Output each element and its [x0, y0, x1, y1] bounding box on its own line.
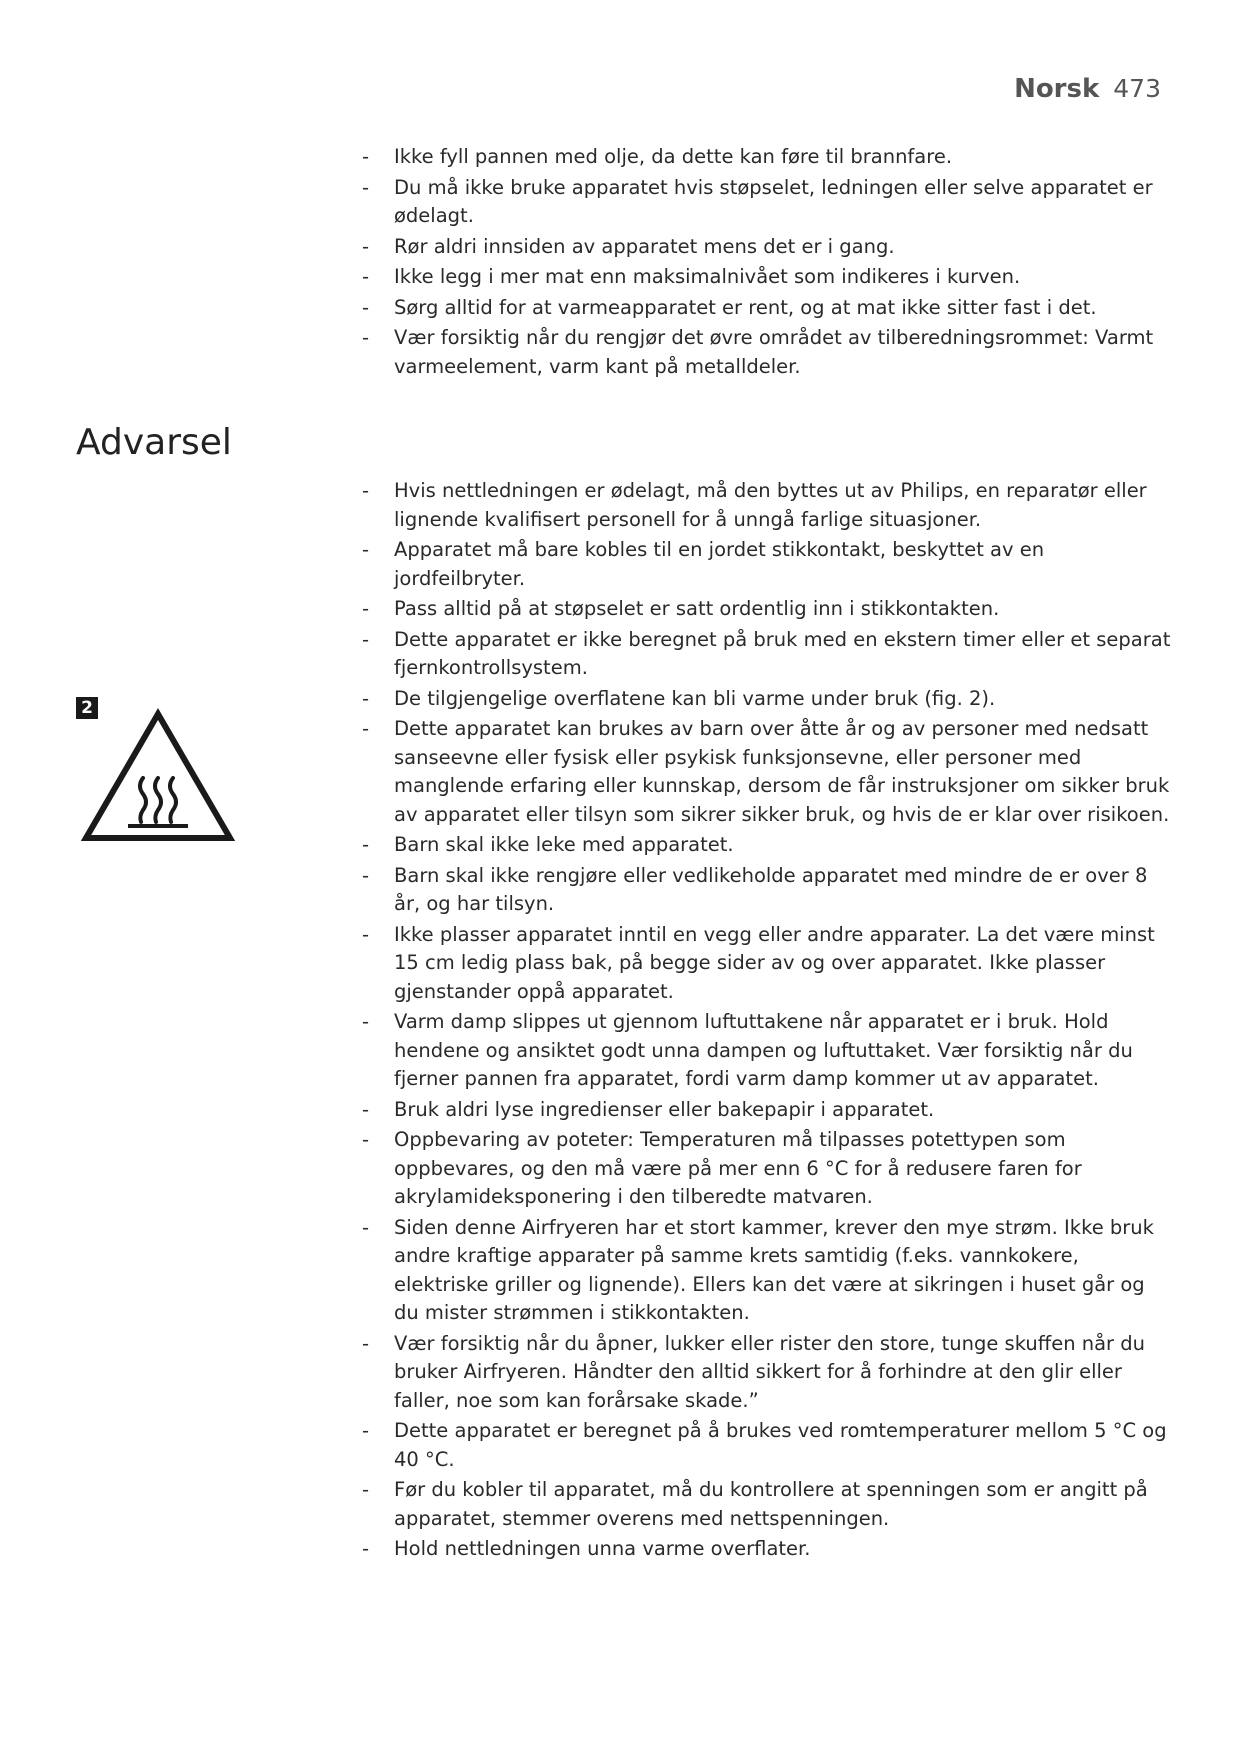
bullet-dash: - — [362, 863, 370, 887]
list-item-text: Sørg alltid for at varmeapparatet er rent, og at mat ikke sitter fast i det. — [394, 295, 1097, 319]
list-item — [362, 831, 1174, 860]
list-item — [362, 263, 1174, 292]
bullet-dash: - — [362, 265, 370, 288]
list-item — [362, 921, 1174, 1007]
list-item-text: Vær forsiktig når du åpner, lukker eller rister den store, tunge skuffen når du bruker Airfryeren. Håndter den alltid sikkert for å forhindre at den glir eller faller, noe som kan forårsake skade.” — [394, 1331, 1146, 1412]
list-item-text: Barn skal ikke leke med apparatet. — [394, 833, 734, 856]
bullet-dash: - — [362, 1010, 370, 1033]
hot-surface-warning-icon — [80, 708, 236, 844]
list-item-text: Dette apparatet er beregnet på å brukes ved romtemperaturer mellom 5 °C og 40 °C. — [394, 1419, 1167, 1471]
list-item-text: Oppbevaring av poteter: Temperaturen må tilpasses potettypen som oppbevares, og den må være på mer enn 6 °C for å redusere faren for akrylamideksponering i den tilberedte matvaren. — [394, 1128, 1082, 1208]
bullet-dash: - — [362, 717, 370, 740]
list-item — [362, 324, 1174, 381]
list-item-text: De tilgjengelige overflatene kan bli varme under bruk (fig. 2). — [394, 686, 996, 710]
list-item — [362, 143, 1174, 172]
list-item-text: Ikke fyll pannen med olje, da dette kan føre til brannfare. — [394, 145, 953, 168]
bullet-dash: - — [362, 1537, 370, 1560]
list-item-text: Ikke legg i mer mat enn maksimalnivået som indikeres i kurven. — [394, 265, 1021, 288]
list-item-text: Apparatet må bare kobles til en jordet stikkontakt, beskyttet av en jordfeilbryter. — [394, 538, 1045, 590]
list-item — [362, 862, 1174, 919]
list-item — [362, 595, 1174, 624]
bullet-dash: - — [362, 686, 370, 710]
bullet-dash: - — [362, 627, 370, 651]
list-item — [362, 1214, 1174, 1328]
list-item-text: Du må ikke bruke apparatet hvis støpselet, ledningen eller selve apparatet er ødelagt. — [394, 175, 1153, 227]
bullet-dash: - — [362, 145, 370, 168]
bullet-dash: - — [362, 922, 370, 946]
page-header — [1014, 74, 1161, 104]
list-item — [362, 626, 1174, 683]
list-item — [362, 1417, 1174, 1474]
bullet-dash: - — [362, 234, 370, 258]
list-item-text: Dette apparatet kan brukes av barn over åtte år og av personer med nedsatt sanseevne eller fysisk eller psykisk funksjonsevne, eller personer med manglende erfaring eller kunnskap, dersom de får instruksjoner om sikker bruk av apparatet eller tilsyn som sikrer sikker bruk, og hvis de er klar over risikoen. — [394, 717, 1170, 826]
list-item-text: Før du kobler til apparatet, må du kontrollere at spenningen som er angitt på apparatet, stemmer overens med nettspenningen. — [394, 1478, 1148, 1530]
list-item-text: Dette apparatet er ikke beregnet på bruk med en ekstern timer eller et separat fjernkontrollsystem. — [394, 627, 1171, 679]
bullet-dash: - — [362, 295, 370, 319]
list-item-text: Rør aldri innsiden av apparatet mens det er i gang. — [394, 234, 895, 258]
safety-list-top — [362, 143, 1174, 383]
list-item-text: Ikke plasser apparatet inntil en vegg eller andre apparater. La det være minst 15 cm ledig plass bak, på begge sider av og over apparatet. Ikke plasser gjenstander oppå apparatet. — [394, 922, 1155, 1003]
list-item — [362, 1096, 1174, 1125]
bullet-dash: - — [362, 1419, 370, 1442]
list-item — [362, 1476, 1174, 1533]
section-title-warning: Advarsel — [76, 422, 232, 463]
bullet-dash: - — [362, 1097, 370, 1121]
page-number: 473 — [1113, 74, 1161, 103]
list-item-text: Hvis nettledningen er ødelagt, må den byttes ut av Philips, en reparatør eller lignende kvalifisert personell for å unngå farlige situasjoner. — [394, 479, 1147, 531]
list-item — [362, 1535, 1174, 1564]
list-item — [362, 715, 1174, 829]
list-item — [362, 477, 1174, 534]
list-item — [362, 233, 1174, 262]
list-item-text: Barn skal ikke rengjøre eller vedlikeholde apparatet med mindre de er over 8 år, og har tilsyn. — [394, 863, 1148, 915]
list-item-text: Bruk aldri lyse ingredienser eller bakepapir i apparatet. — [394, 1097, 935, 1121]
bullet-dash: - — [362, 175, 370, 199]
figure-number-badge: 2 — [76, 697, 98, 719]
bullet-dash: - — [362, 326, 370, 349]
bullet-dash: - — [362, 538, 370, 561]
list-item-text: Varm damp slippes ut gjennom luftuttakene når apparatet er i bruk. Hold hendene og ansiktet godt unna dampen og luftuttaket. Vær forsiktig når du fjerner pannen fra apparatet, fordi varm damp kommer ut av apparatet. — [394, 1010, 1133, 1090]
list-item-text: Pass alltid på at støpselet er satt ordentlig inn i stikkontakten. — [394, 597, 1000, 620]
bullet-dash: - — [362, 479, 370, 502]
list-item-text: Siden denne Airfryeren har et stort kammer, krever den mye strøm. Ikke bruk andre kraftige apparater på samme krets samtidig (f.eks. vannkokere, elektriske griller og lignende). Ellers kan det være at sikringen i huset går og du mister strømmen i stikkontakten. — [394, 1215, 1154, 1324]
safety-list-warning — [362, 477, 1174, 1566]
list-item-text: Hold nettledningen unna varme overflater. — [394, 1537, 811, 1560]
list-item-text: Vær forsiktig når du rengjør det øvre området av tilberedningsrommet: Varmt varmeelement, varm kant på metalldeler. — [394, 326, 1154, 378]
bullet-dash: - — [362, 833, 370, 856]
list-item — [362, 1126, 1174, 1212]
list-item — [362, 294, 1174, 323]
list-item — [362, 1008, 1174, 1094]
bullet-dash: - — [362, 1215, 370, 1239]
list-item — [362, 174, 1174, 231]
list-item — [362, 685, 1174, 714]
language-label: Norsk — [1014, 74, 1100, 104]
list-item — [362, 536, 1174, 593]
list-item — [362, 1330, 1174, 1416]
bullet-dash: - — [362, 1331, 370, 1355]
bullet-dash: - — [362, 1478, 370, 1501]
bullet-dash: - — [362, 597, 370, 620]
bullet-dash: - — [362, 1128, 370, 1151]
